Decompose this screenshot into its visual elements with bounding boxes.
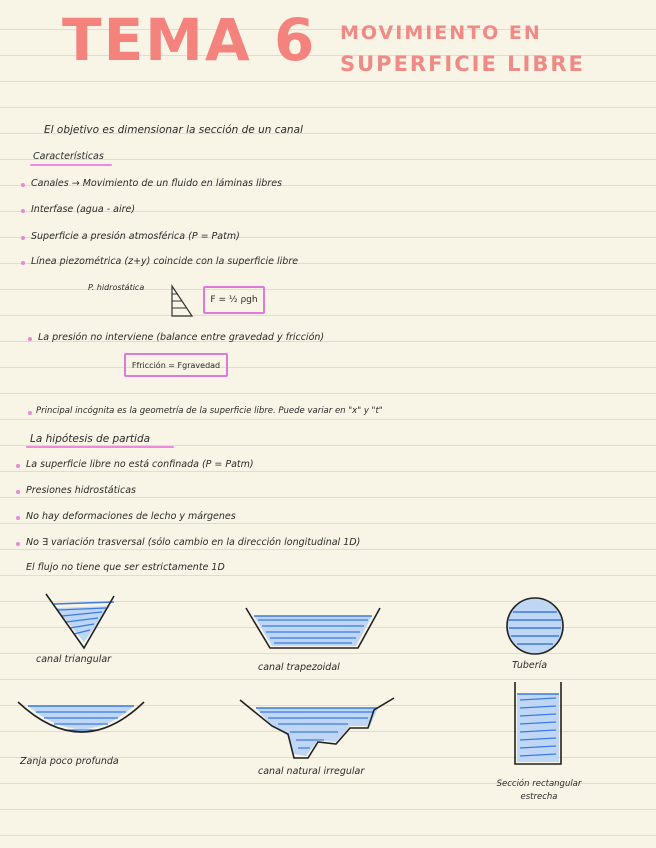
trapezoidal-channel-diagram	[244, 606, 384, 656]
bullet-dot	[16, 516, 20, 520]
main-unknown-text: Principal incógnita es la geometría de la superficie libre. Puede variar en "x" y "t"	[36, 406, 383, 416]
bullet-dot	[16, 542, 20, 546]
bullet-dot	[21, 261, 25, 265]
section-heading-characteristics: Características	[33, 151, 104, 162]
list-item: Presiones hidrostáticas	[26, 485, 136, 496]
caption-pipe: Tubería	[512, 660, 548, 671]
bullet-dot	[16, 464, 20, 468]
list-item: Superficie a presión atmosférica (P = Patm)	[31, 231, 240, 242]
list-item: No hay deformaciones de lecho y márgenes	[26, 511, 236, 522]
rectangular-section-diagram	[508, 680, 568, 770]
intro-text: El objetivo es dimensionar la sección de un canal	[44, 124, 303, 136]
bullet-dot	[21, 236, 25, 240]
page-title: TEMA 6	[62, 6, 317, 74]
bullet-dot	[16, 490, 20, 494]
natural-channel-diagram	[238, 696, 398, 766]
hydrostatic-triangle-icon	[168, 284, 198, 320]
list-item: La presión no interviene (balance entre gravedad y fricción)	[38, 332, 325, 343]
heading-underline	[30, 164, 112, 166]
formula-pressure-box: F = ½ ρgh	[203, 286, 265, 314]
list-item: Canales → Movimiento de un fluido en láminas libres	[31, 178, 282, 189]
bullet-dot	[28, 337, 32, 341]
caption-trapezoidal: canal trapezoidal	[258, 662, 340, 673]
list-item: Interfase (agua - aire)	[31, 204, 136, 215]
hydrostatic-pressure-label: P. hidrostática	[88, 283, 145, 292]
triangular-channel-diagram	[40, 592, 130, 652]
caption-rectangular-section: Sección rectangular estrecha	[496, 779, 582, 802]
list-item: Línea piezométrica (z+y) coincide con la superficie libre	[31, 256, 299, 267]
heading-underline	[26, 446, 174, 448]
section-heading-hypothesis: La hipótesis de partida	[30, 433, 151, 445]
list-item: La superficie libre no está confinada (P = Patm)	[26, 459, 254, 470]
closing-text: El flujo no tiene que ser estrictamente 1D	[26, 562, 225, 573]
page-subtitle-line2: SUPERFICIE LIBRE	[340, 52, 585, 76]
page-subtitle-line1: MOVIMIENTO EN	[340, 22, 542, 44]
formula-balance-box: Ffricción = Fgravedad	[124, 353, 228, 377]
bullet-dot	[21, 183, 25, 187]
bullet-dot	[28, 411, 32, 415]
caption-natural-channel: canal natural irregular	[258, 766, 365, 777]
shallow-ditch-diagram	[16, 700, 146, 746]
list-item: No ∃ variación trasversal (sólo cambio en la dirección longitudinal 1D)	[26, 537, 361, 548]
bullet-dot	[21, 209, 25, 213]
caption-triangular: canal triangular	[36, 654, 112, 665]
pipe-diagram	[503, 594, 567, 658]
caption-shallow-ditch: Zanja poco profunda	[20, 756, 119, 767]
